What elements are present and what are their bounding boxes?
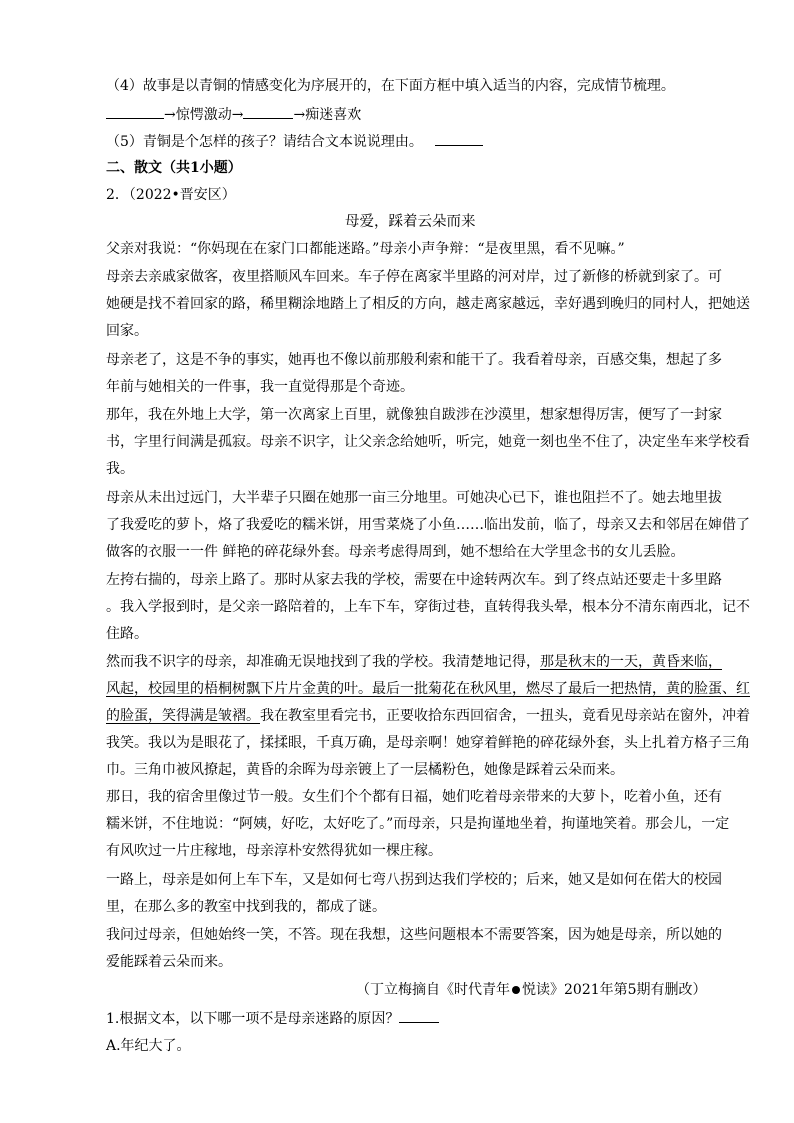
paragraph-10-line-1: 我问过母亲，但她始终一笑，不答。现在我想，这些问题根本不需要答案，因为她是母亲，所以她的: [106, 927, 722, 943]
q5-line: [106, 131, 483, 152]
paragraph-2-line-2: 她硬是找不着回家的路，稀里糊涂地踏上了相反的方向，越走离家越远，幸好遇到晚归的同村人，把她送: [106, 296, 750, 312]
paragraph-1: 父亲对我说：“你妈现在在家门口都能迷路。”母亲小声争辩：“是夜里黑，看不见嘛。”: [106, 241, 625, 257]
option-a[interactable]: A.年纪大了。: [106, 1038, 191, 1054]
paragraph-7-line-1-text: 然而我不识字的母亲，却准确无误地找到了我的学校。我清楚地记得，: [106, 654, 540, 670]
article-source-text-b: 悦读》2021年第5期有删改）: [522, 982, 707, 998]
answer-blank-3[interactable]: [435, 131, 483, 146]
paragraph-9-line-1: 一路上，母亲是如何上车下车，又是如何七弯八拐到达我们学校的；后来，她又是如何在偌大的校园: [106, 872, 722, 888]
paragraph-8-line-2: 糯米饼，不住地说：“阿姨，好吃，太好吃了。”而母亲，只是拘谨地坐着，拘谨地笑着。那会儿，一定: [106, 816, 730, 832]
section-heading: 二、散文（共1小题）: [106, 160, 242, 176]
paragraph-5-line-2: 了我爱吃的萝卜，烙了我爱吃的糯米饼，用雪菜烧了小鱼……临出发前，临了，母亲又去和邻居在婶借了: [106, 517, 750, 533]
paragraph-2-line-1: 母亲去亲戚家做客，夜里搭顺风车回来。车子停在离家半里路的河对岸，过了新修的桥就到家了。可: [106, 269, 722, 285]
paragraph-3-line-2: 年前与她相关的一件事，我一直觉得那是个奇迹。: [106, 379, 414, 395]
underlined-passage-end: 的脸蛋，笑得满是皱褶。: [106, 708, 260, 724]
q4-chain: [106, 104, 361, 125]
paragraph-7-line-5: 巾。三角巾被风撩起，黄昏的余晖为母亲镀上了一层橘粉色，她像是踩着云朵而来。: [106, 762, 624, 778]
paragraph-8-line-3: 有风吹过一片庄稼地，母亲淳朴安然得犹如一棵庄稼。: [106, 843, 442, 859]
underlined-passage-middle: 风起，校园里的梧桐树飘下片片金黄的叶。最后一批菊花在秋风里，燃尽了最后一把热情，黄的脸蛋、红: [106, 681, 750, 697]
article-source-text-a: （丁立梅摘自《时代青年: [356, 982, 510, 998]
sub-question-1: [106, 1008, 439, 1029]
paragraph-9-line-2: 里，在那么多的教室中找到我的，都成了谜。: [106, 899, 386, 915]
paragraph-7-line-3-text: 我在教室里看完书，正要收拾东西回宿舍，一扭头，竟看见母亲站在窗外，冲着: [260, 708, 750, 724]
underlined-passage-start: 那是秋末的一天，黄昏来临，: [540, 654, 722, 670]
item-number: 2．（2022•晋安区）: [106, 187, 236, 203]
paragraph-8-line-1: 那日，我的宿舍里像过节一般。女生们个个都有日福，她们吃着母亲带来的大萝卜，吃着小鱼，还有: [106, 789, 722, 805]
paragraph-4-line-1: 那年，我在外地上大学，第一次离家上百里，就像独自跋涉在沙漠里，想家想得厉害，便写了一封家: [106, 407, 722, 423]
paragraph-5-line-3: 做客的衣服一一件 鲜艳的碎花绿外套。母亲考虑得周到，她不想给在大学里念书的女儿丢脸。: [106, 544, 685, 560]
paragraph-10-line-2: 爱能踩着云朵而来。: [106, 954, 232, 970]
sub-question-1-prompt: 1.根据文本，以下哪一项不是母亲迷路的原因？: [106, 1011, 400, 1027]
article-title: 母爱，踩着云朵而来: [345, 214, 476, 230]
article-source: [356, 980, 707, 1000]
paragraph-6-line-3: 住路。: [106, 626, 148, 642]
paragraph-6-line-1: 左挎右揣的，母亲上路了。那时从家去我的学校，需要在中途转两次车。到了终点站还要走十多里路: [106, 572, 722, 588]
paragraph-7-line-3: [106, 706, 750, 726]
q4-prompt: （4）故事是以青铜的情感变化为序展开的，在下面方框中填入适当的内容，完成情节梳理。: [106, 78, 675, 94]
paragraph-4-line-3: 我。: [106, 461, 134, 477]
paragraph-4-line-2: 书，字里行间满是孤寂。母亲不识字，让父亲念给她听，听完，她竟一刻也坐不住了，决定坐车来学校看: [106, 434, 750, 450]
paragraph-3-line-1: 母亲老了，这是不争的事实，她再也不像以前那般利索和能干了。我看着母亲，百感交集，想起了多: [106, 352, 722, 368]
q4-chain-mid: →惊愕激动→: [164, 107, 244, 123]
paragraph-7-line-1: [106, 652, 722, 672]
q4-chain-end: →痴迷喜欢: [293, 107, 362, 123]
paragraph-2-line-3: 回家。: [106, 323, 148, 339]
answer-blank-2[interactable]: [243, 104, 293, 119]
paragraph-7-line-4: 我笑。我以为是眼花了，揉揉眼，千真万确，是母亲啊！她穿着鲜艳的碎花绿外套，头上扎着方格子三角: [106, 735, 750, 751]
paragraph-5-line-1: 母亲从未出过远门，大半辈子只圈在她那一亩三分地里。可她决心已下，谁也阻拦不了。她去地里拔: [106, 490, 722, 506]
paragraph-6-line-2: 。我入学报到时，是父亲一路陪着的，上车下车，穿街过巷，直转得我头晕，根本分不清东南西北，记不: [106, 599, 750, 615]
answer-blank-4[interactable]: [399, 1008, 439, 1023]
answer-blank-1[interactable]: [106, 104, 164, 119]
bullet-dot-icon: [512, 986, 520, 994]
q5-prompt: （5）青铜是个怎样的孩子？请结合文本说说理由。: [106, 134, 423, 150]
